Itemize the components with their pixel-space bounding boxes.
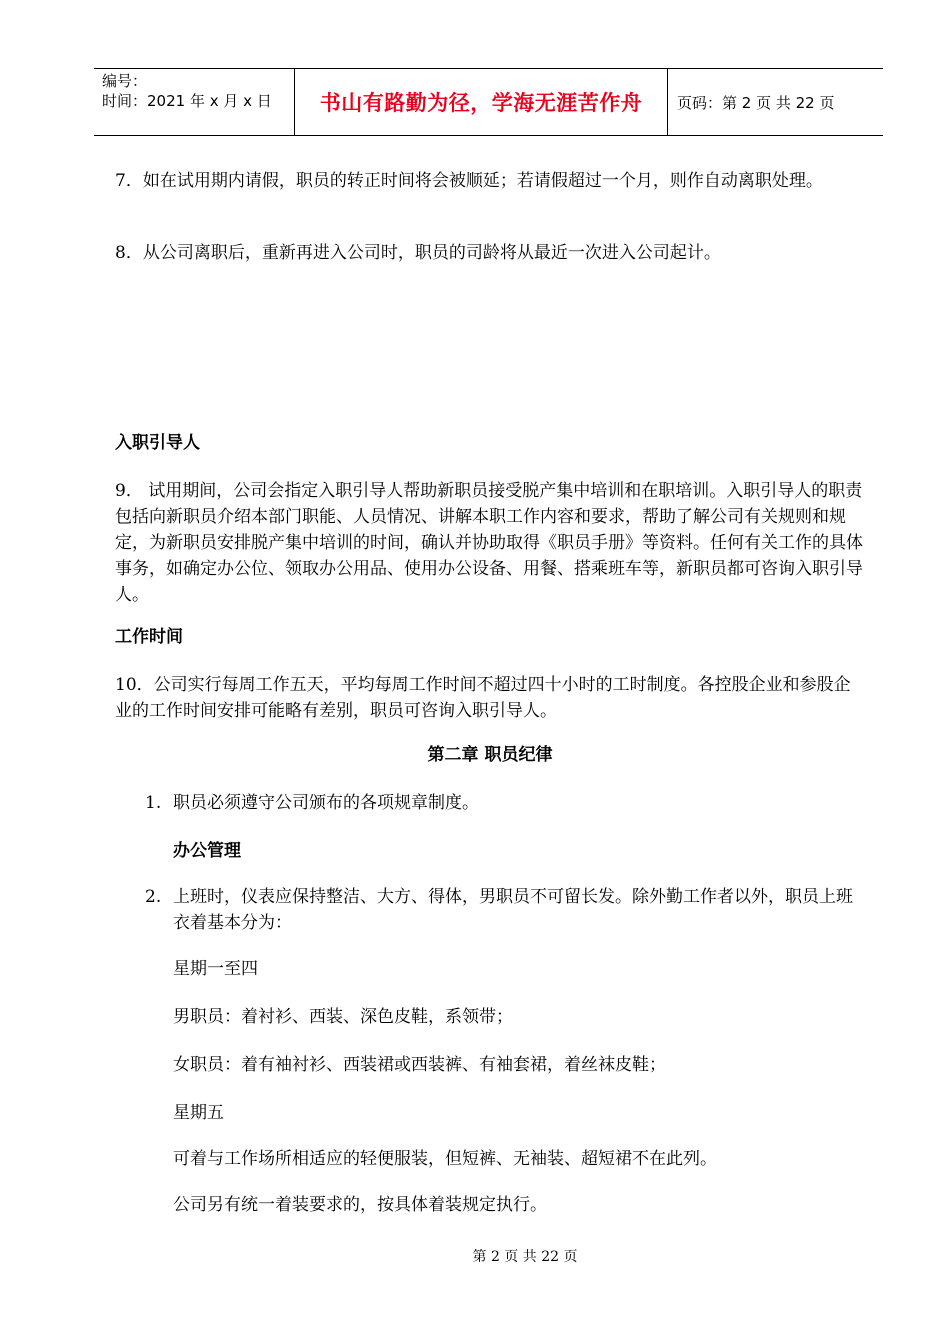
header-table: [94, 68, 883, 136]
page-footer: 第 2 页 共 22 页: [472, 1249, 578, 1265]
paragraph-7: 7．如在试用期内请假，职员的转正时间将会被顺延；若请假超过一个月，则作自动离职处理。: [115, 171, 823, 191]
list-item-2: 上班时，仪表应保持整洁、大方、得体，男职员不可留长发。除外勤工作者以外，职员上班衣着基本分为：: [173, 887, 853, 933]
female-dress-code: 女职员：着有袖衬衫、西装裙或西装裤、有袖套裙，着丝袜皮鞋；: [173, 1055, 666, 1075]
section-heading-office: 办公管理: [173, 841, 241, 861]
chapter-title: 第二章 职员纪律: [427, 745, 553, 765]
header-motto: 书山有路勤为径，学海无涯苦作舟: [295, 69, 668, 135]
uniform-note: 公司另有统一着装要求的，按具体着装规定执行。: [173, 1195, 547, 1215]
paragraph-8: 8．从公司离职后，重新再进入公司时，职员的司龄将从最近一次进入公司起计。: [115, 243, 721, 263]
male-dress-code: 男职员：着衬衫、西装、深色皮鞋，系领带；: [173, 1007, 513, 1027]
section-heading-onboarding: 入职引导人: [115, 433, 200, 453]
header-meta: [94, 69, 295, 135]
paragraph-9: 9． 试用期间，公司会指定入职引导人帮助新职员接受脱产集中培训和在职培训。入职引导人的职责包括向新职员介绍本部门职能、人员情况、讲解本职工作内容和要求，帮助了解公司有关规则和规定，为新职员安排脱产集中培训的时间，确认并协助取得《职员手册》等资料。任何有关工作的具体事务，如确定办公位、领取办公用品、使用办公设备、用餐、搭乘班车等，新职员都可咨询入职引导人。: [115, 481, 863, 605]
friday-dress-code: 可着与工作场所相适应的轻便服装，但短裤、无袖装、超短裙不在此列。: [173, 1149, 717, 1169]
number-label: 编号：: [102, 72, 148, 90]
list-item-1: 职员必须遵守公司颁布的各项规章制度。: [173, 793, 479, 813]
time-label: 时间：2021 年 x 月 x 日: [102, 92, 272, 110]
header-page-label: 页码：第 2 页 共 22 页: [677, 93, 835, 112]
friday-label: 星期五: [173, 1103, 224, 1123]
mon-thu-label: 星期一至四: [173, 959, 258, 979]
list-number-2: 2.: [145, 887, 162, 907]
list-number-1: 1.: [145, 793, 162, 813]
section-heading-worktime: 工作时间: [115, 627, 183, 647]
paragraph-10: 10．公司实行每周工作五天，平均每周工作时间不超过四十小时的工时制度。各控股企业和参股企业的工作时间安排可能略有差别，职员可咨询入职引导人。: [115, 675, 851, 721]
